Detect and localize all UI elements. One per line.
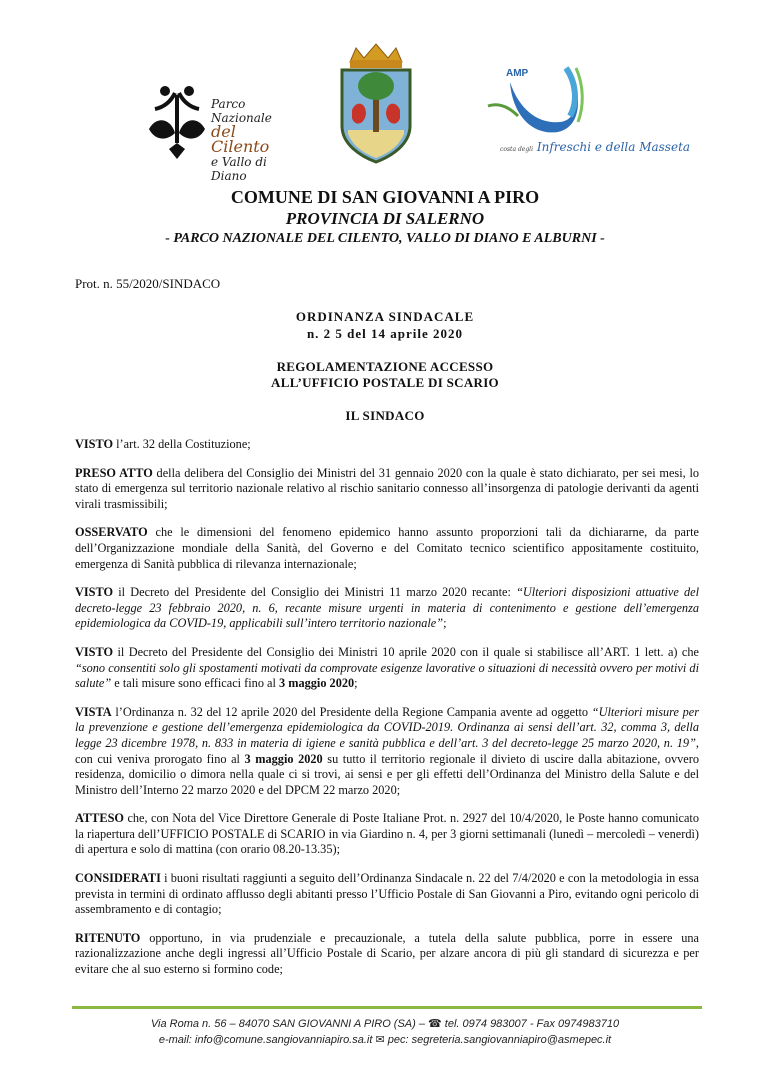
footer-line-2 xyxy=(0,1032,770,1048)
ordinanza-heading xyxy=(0,308,770,342)
paragraph-quote: “Ulteriori misure per la prevenzione e gestione dell’emergenza epidemiologica da COVID-2019. Ordinanza ai sensi dell’art. 32, comma 3, della legge 23 dicembre 1978, n. 833 in materia di igiene e sanità pubblica e dell’art. 3 del decreto-legge 25 marzo 2020, n. 19” xyxy=(75,704,699,750)
il-sindaco-heading: IL SINDACO xyxy=(345,408,425,423)
subject-heading xyxy=(0,359,770,391)
subject-line2: ALL’UFFICIO POSTALE DI SCARIO xyxy=(271,375,499,390)
ordinanza-number: n. 2 5 del 14 aprile 2020 xyxy=(306,326,464,341)
municipal-crest xyxy=(336,40,416,165)
protocol-number: Prot. n. 55/2020/SINDACO xyxy=(75,276,221,291)
paragraph-date: 3 maggio 2020 xyxy=(279,676,355,691)
park-logo-line2: del Cilento xyxy=(211,122,270,156)
logo-bar xyxy=(0,40,770,183)
amp-logo-abbr: AMP xyxy=(506,68,529,79)
paragraph-visto-costituzione xyxy=(75,437,699,453)
paragraph-text: opportuno, in via prudenziale e precauzionale, a tutela della salute pubblica, porre in essere una razionalizzazione anche degli ingressi all’Ufficio Postale di Scario, per alzare ancora di più gli standard di sicurezza e per evitare che al suo esterno si formino code; xyxy=(75,930,699,977)
amp-logo-small: costa degli xyxy=(500,146,534,153)
paragraph-considerati xyxy=(75,871,699,918)
parco-title: - PARCO NAZIONALE DEL CILENTO, VALLO DI DIANO E ALBURNI - xyxy=(165,231,605,246)
paragraph-text: l’Ordinanza n. 32 del 12 aprile 2020 del Presidente della Regione Campania avente ad oggetto xyxy=(111,704,592,719)
paragraph-mid: , con cui veniva prorogato fino al xyxy=(75,735,699,766)
paragraph-atteso xyxy=(75,811,699,858)
park-tree-icon xyxy=(145,85,209,165)
provincia-title: PROVINCIA DI SALERNO xyxy=(285,209,485,228)
footer-line-1 xyxy=(0,1016,770,1032)
paragraph-osservato xyxy=(75,525,699,572)
paragraph-text: che le dimensioni del fenomeno epidemico hanno assunto proporzioni tali da dichiararne, da parte dell’Organizzazione mondiale della Sanità, del Governo e del Comitato tecnico scientifico appositamente costituito, emergenza di Sanità pubblica di rilevanza internazionale; xyxy=(75,525,699,571)
paragraph-text: che, con Nota del Vice Direttore Generale di Poste Italiane Prot. n. 2927 del 10/4/2020, le Poste hanno comunicato la riapertura dell’UFFICIO POSTALE di SCARIO in via Giardino n. 4, per 3 giorni settimanali (lunedì – mercoledì – venerdì) di apertura e solo di mattina (con orario 08.20-13.35); xyxy=(75,811,699,857)
footer-email: e-mail: info@comune.sangiovanniapiro.sa.it xyxy=(158,1034,373,1046)
paragraph-quote: “Ulteriori disposizioni attuative del decreto-legge 23 febbraio 2020, n. 6, recante misure urgenti in materia di contenimento e gestione dell’emergenza epidemiologica da COVID-19, applicabili sull’intero territorio nazionale” xyxy=(75,585,699,631)
paragraph-tail: su tutto il territorio regionale il divieto di uscire dalla abitazione, ovvero residenza, domicilio o dimora nella quale ci si trovi, ai sensi e per gli effetti dell’Ordinanza del Ministro della Salute e del Ministro dell’Interno 22 marzo 2020 e del DPCM 22 marzo 2020; xyxy=(75,751,699,797)
paragraph-vista-ordinanza-32 xyxy=(75,705,699,799)
phone-icon: ☎ xyxy=(428,1018,442,1030)
paragraph-date: 3 maggio 2020 xyxy=(244,751,323,766)
subject-line1: REGOLAMENTAZIONE ACCESSO xyxy=(276,359,494,374)
paragraph-lead: VISTO xyxy=(75,585,114,600)
park-logo-line1: Parco Nazionale xyxy=(211,97,272,125)
paragraph-lead: OSSERVATO xyxy=(75,525,148,540)
paragraph-text: i buoni risultati raggiunti a seguito dell’Ordinanza Sindacale n. 22 del 7/4/2020 e con la metodologia in essa prevista in termini di ordinato afflusso degli abitanti presso l’Ufficio Postale di San Giovanni a Piro, evitando ogni pericolo di assembramento e di contagio; xyxy=(75,871,699,917)
paragraph-visto-dpcm-11-marzo xyxy=(75,585,699,632)
paragraph-text: l’art. 32 della Costituzione; xyxy=(113,437,251,451)
ordinanza-title: ORDINANZA SINDACALE xyxy=(295,309,475,324)
paragraph-preso-atto xyxy=(75,466,699,513)
amp-logo xyxy=(480,62,691,172)
park-logo-line3: e Vallo di Diano xyxy=(211,155,267,183)
park-logo-text xyxy=(211,97,295,183)
paragraph-tail: ; xyxy=(354,676,358,691)
footer-divider xyxy=(72,1006,702,1009)
footer-address: Via Roma n. 56 – 84070 SAN GIOVANNI A PIRO (SA) – xyxy=(150,1018,425,1030)
paragraph-text: il Decreto del Presidente del Consiglio dei Ministri 10 aprile 2020 con il quale si stabilisce all’ART. 1 lett. a) che xyxy=(113,644,699,659)
amp-logo-text xyxy=(500,140,690,154)
footer-phone: tel. 0974 983007 - Fax 0974983710 xyxy=(441,1018,620,1030)
paragraph-text: il Decreto del Presidente del Consiglio dei Ministri 11 marzo 2020 recante: xyxy=(113,585,517,600)
comune-title: COMUNE DI SAN GIOVANNI A PIRO xyxy=(230,187,540,207)
park-logo xyxy=(145,85,295,183)
amp-wave-icon xyxy=(480,62,610,142)
paragraph-lead: VISTO xyxy=(75,437,114,451)
paragraph-lead: RITENUTO xyxy=(75,930,141,945)
amp-logo-name: Infreschi e della Masseta xyxy=(536,140,691,154)
paragraph-visto-dpcm-10-aprile xyxy=(75,645,699,692)
paragraph-lead: ATTESO xyxy=(75,811,124,826)
paragraph-tail: ; xyxy=(443,616,447,631)
letterhead xyxy=(0,186,770,249)
paragraph-mid: e tali misure sono efficaci fino al xyxy=(111,676,279,691)
paragraph-lead: VISTA xyxy=(75,704,112,719)
footer-pec: pec: segreteria.sangiovanniapiro@asmepec.it xyxy=(387,1034,612,1046)
paragraph-text: della delibera del Consiglio dei Ministri del 31 gennaio 2020 con la quale è stato dichiarato, per sei mesi, lo stato di emergenza sul territorio nazionale relativo al rischio sanitario connesso all’insorgenza di patologie derivanti da agenti virali trasmissibili; xyxy=(75,465,700,511)
document-body xyxy=(75,437,699,991)
paragraph-lead: PRESO ATTO xyxy=(75,465,153,480)
paragraph-lead: VISTO xyxy=(75,644,114,659)
paragraph-quote: “sono consentiti solo gli spostamenti motivati da comprovate esigenze lavorative o situazioni di necessità ovvero per motivi di salute” xyxy=(75,660,699,691)
paragraph-lead: CONSIDERATI xyxy=(75,871,161,886)
paragraph-ritenuto xyxy=(75,931,699,978)
crest-icon xyxy=(336,40,416,165)
footer xyxy=(0,1016,770,1048)
pec-icon: ✉ xyxy=(375,1034,385,1046)
